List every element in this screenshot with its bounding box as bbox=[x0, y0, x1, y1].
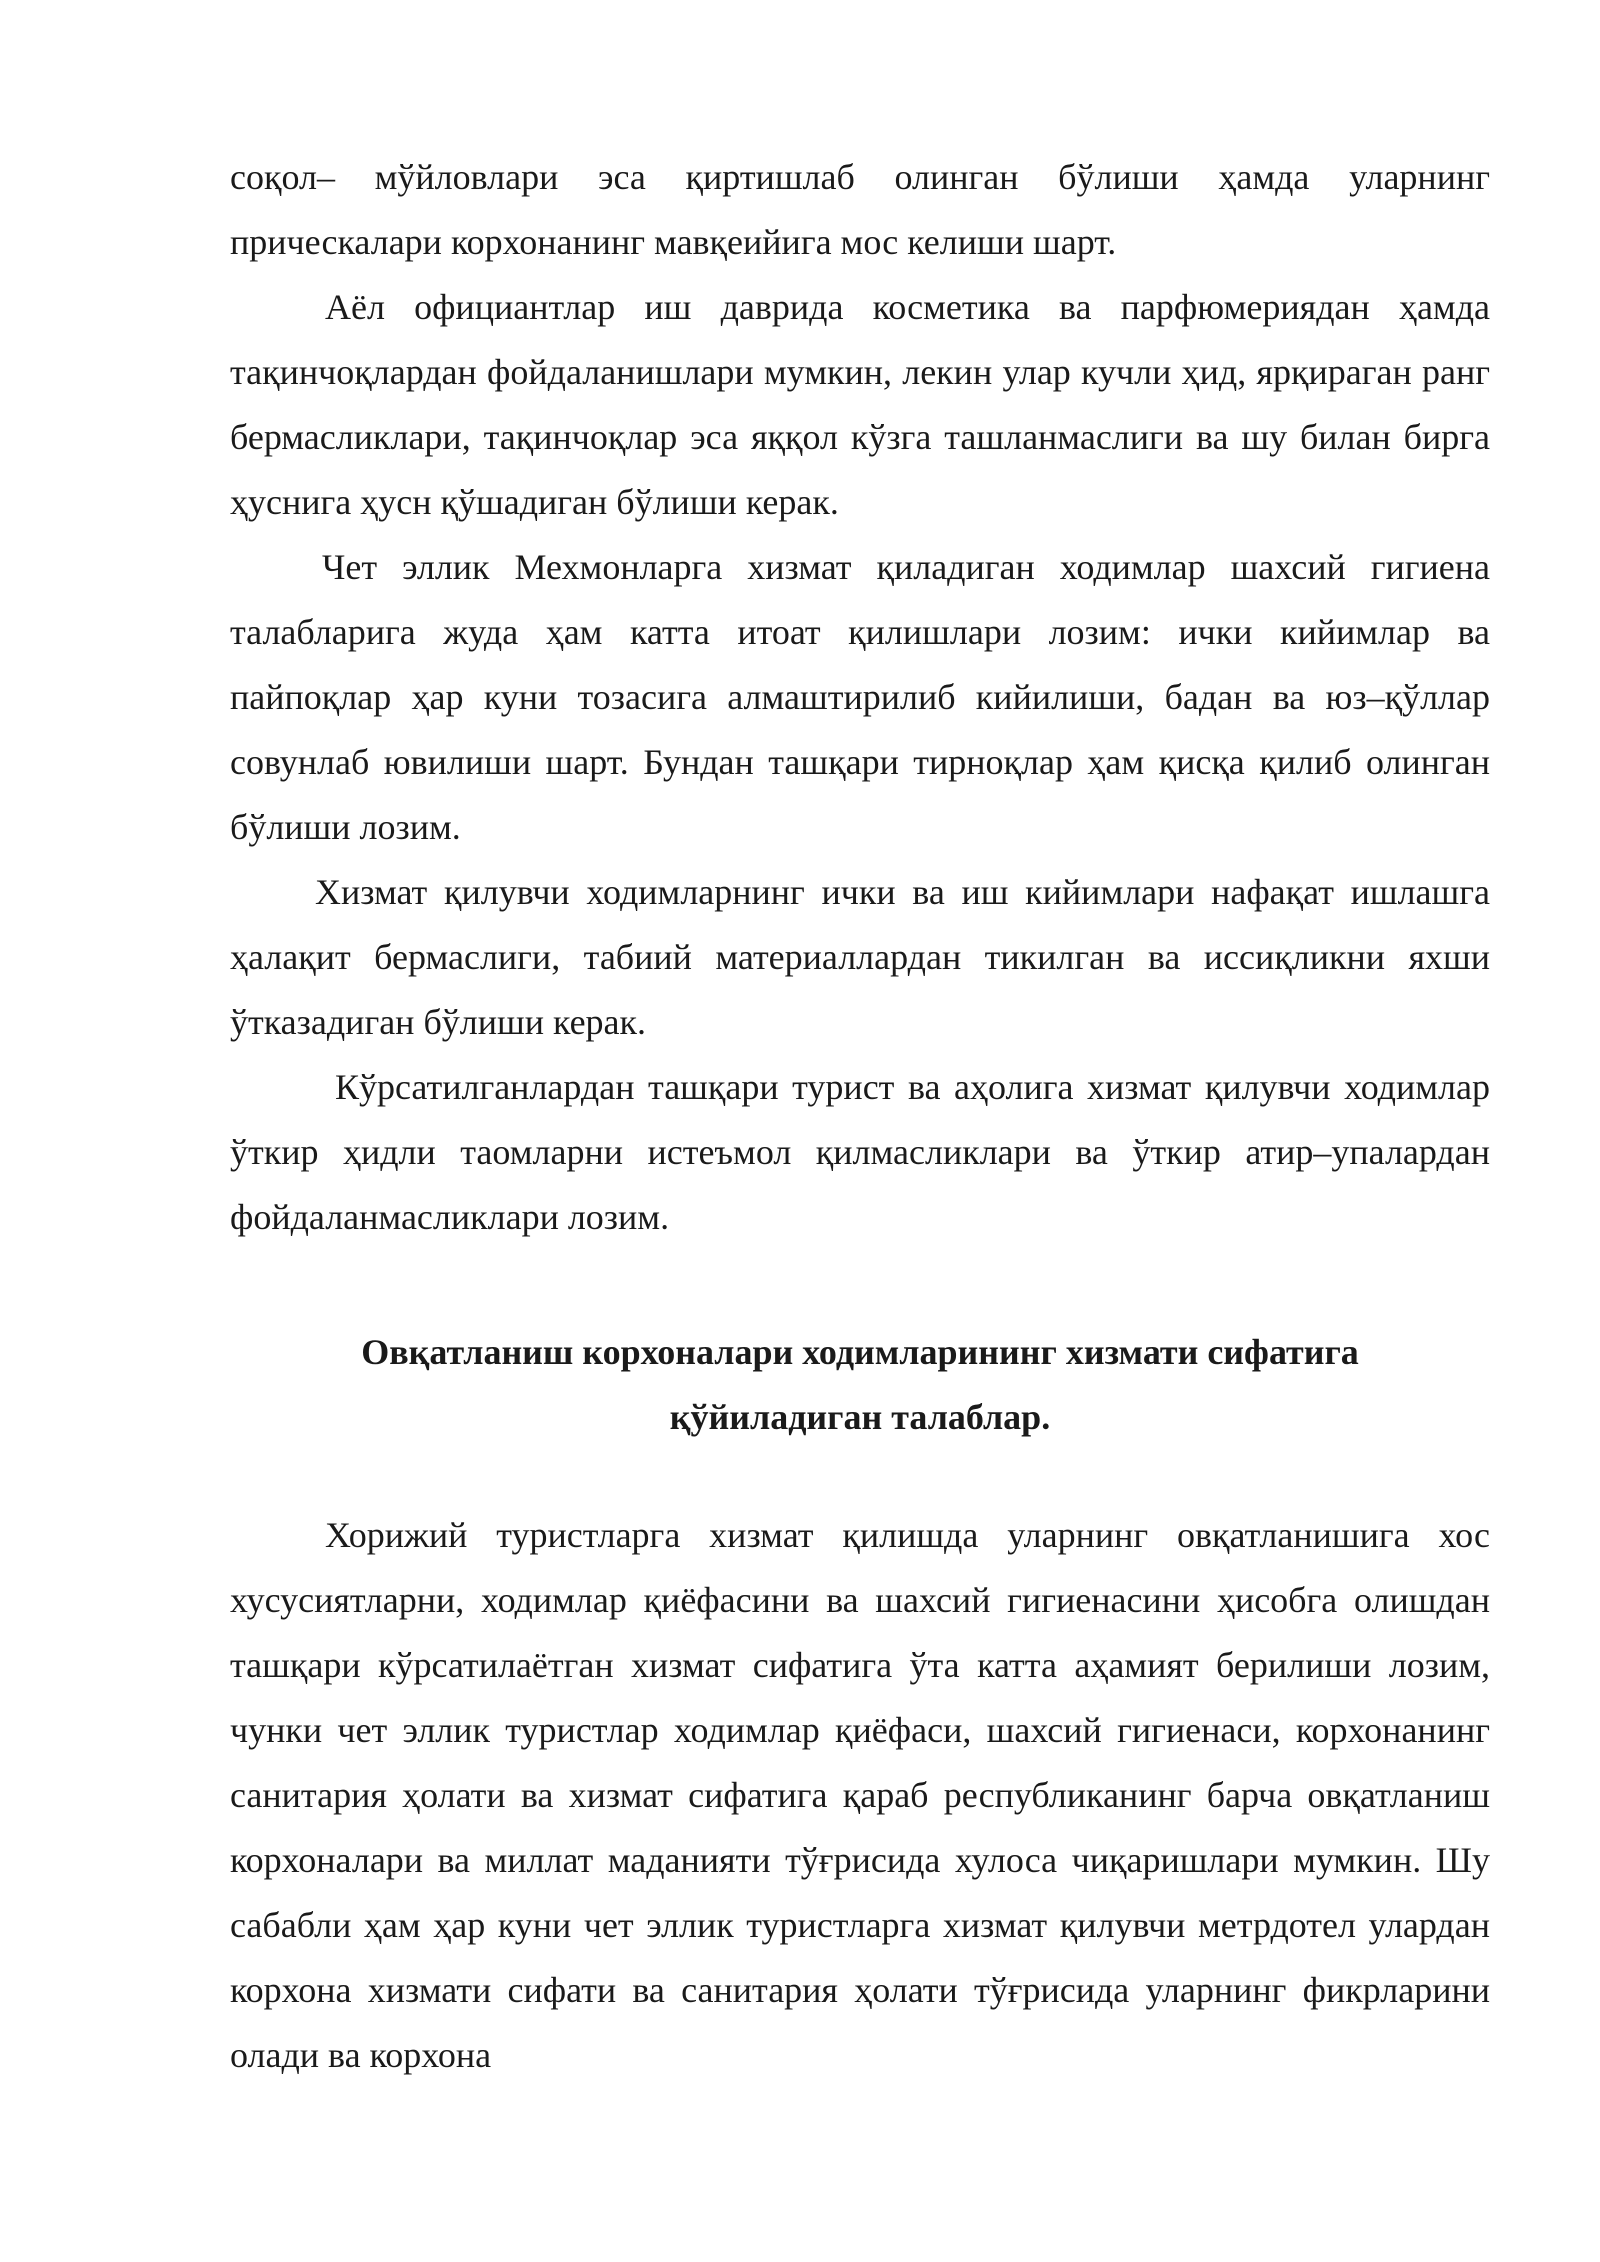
section-heading bbox=[230, 1320, 1490, 1450]
paragraph-5: Кўрсатилганлардан ташқари турист ва аҳолига хизмат қилувчи ходимлар ўткир ҳидли таомларни истеъмол қилмасликлари ва ўткир атир–упалардан фойдаланмасликлари лозим. bbox=[230, 1067, 1490, 1237]
section-heading-line-2: қўйиладиган талаблар. bbox=[669, 1397, 1051, 1437]
paragraph-4: Хизмат қилувчи ходимларнинг ички ва иш кийимлари нафақат ишлашга ҳалақит бермаслиги, табиий материаллардан тикилган ва иссиқликни яхши ўтказадиган бўлиши керак. bbox=[230, 872, 1490, 1042]
paragraph-2: Аёл официантлар иш даврида косметика ва парфюмериядан ҳамда тақинчоқлардан фойдаланишлари мумкин, лекин улар кучли ҳид, ярқираган ранг бермасликлари, тақинчоқлар эса яққол кўзга ташланмаслиги ва шу билан бирга ҳуснига ҳусн қўшадиган бўлиши керак. bbox=[230, 287, 1490, 522]
paragraph-3: Чет эллик Мехмонларга хизмат қиладиган ходимлар шахсий гигиена талабларига жуда ҳам катта итоат қилишлари лозим: ички кийимлар ва пайпоқлар ҳар куни тозасига алмаштирилиб кийилиши, бадан ва юз–қўллар совунлаб ювилиши шарт. Бундан ташқари тирноқлар ҳам қисқа қилиб олинган бўлиши лозим. bbox=[230, 547, 1490, 847]
body-text-top bbox=[230, 145, 1490, 1250]
body-text-bottom bbox=[230, 1503, 1490, 2088]
section-heading-line-1: Овқатланиш корхоналари ходимларининг хизмати сифатига bbox=[361, 1332, 1359, 1372]
paragraph-6: Хорижий туристларга хизмат қилишда уларнинг овқатланишига хос хусусиятларни, ходимлар қиёфасини ва шахсий гигиенасини ҳисобга олишдан ташқари кўрсатилаётган хизмат сифатига ўта катта аҳамият берилиши лозим, чунки чет эллик туристлар ходимлар қиёфаси, шахсий гигиенаси, корхонанинг санитария ҳолати ва хизмат сифатига қараб республиканинг барча овқатланиш корхоналари ва миллат маданияти тўғрисида хулоса чиқаришлари мумкин. Шу сабабли ҳам ҳар куни чет эллик туристларга хизмат қилувчи метрдотел улардан корхона хизмати сифати ва санитария ҳолати тўғрисида уларнинг фикрларини олади ва корхона bbox=[230, 1515, 1490, 2075]
paragraph-1: соқол– мўйловлари эса қиртишлаб олинган бўлиши ҳамда уларнинг прическалари корхонанинг мавқеийига мос келиши шарт. bbox=[230, 157, 1490, 262]
